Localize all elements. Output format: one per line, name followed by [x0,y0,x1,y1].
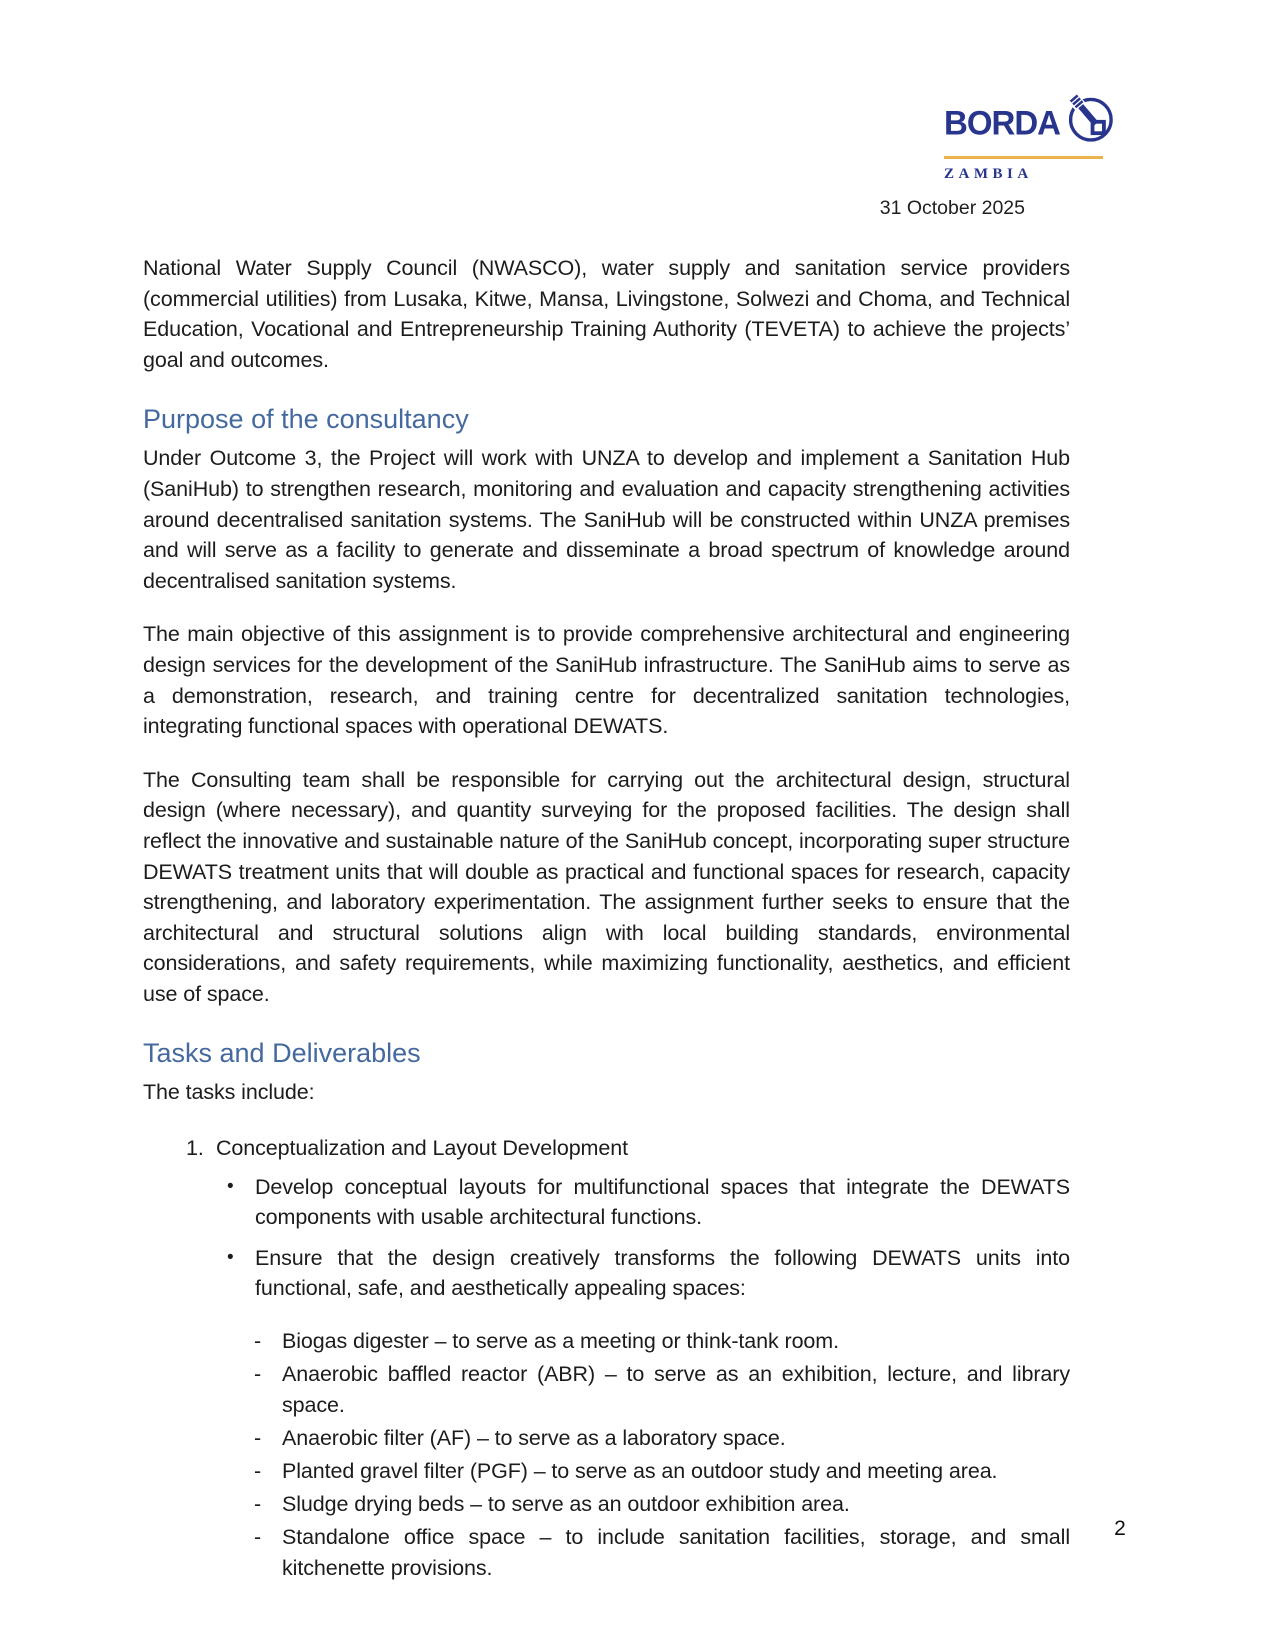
bullet-text: Develop conceptual layouts for multifunctional spaces that integrate the DEWATS components with usable architectural functions. [255,1174,1070,1230]
bullet-item [143,1172,1070,1233]
dash-marker: - [254,1362,262,1387]
list-item [143,1359,1070,1420]
dash-marker: - [254,1492,262,1516]
list-item [143,1326,1070,1357]
logo-row [944,96,1120,148]
borda-fist-icon [1063,91,1117,145]
bullet-text: Ensure that the design creatively transforms the following DEWATS units into functional, safe, and aesthetically appealing spaces: [255,1245,1070,1301]
dash-marker: - [254,1425,262,1450]
list-item [143,1489,1070,1520]
logo-region-text: ZAMBIA [944,166,1033,182]
numbered-item-1 [143,1133,1070,1164]
dewats-units-list [143,1326,1070,1583]
dash-item-text: Sludge drying beds – to serve as an outdoor exhibition area. [282,1492,850,1516]
borda-logo-text: BORDA [944,102,1060,142]
bullet-marker: • [227,1246,234,1268]
purpose-paragraph-1: Under Outcome 3, the Project will work with UNZA to develop and implement a Sanitation Hub (SaniHub) to strengthen research, monitoring and evaluation and capacity strengthening activities around decentralised sanitation systems. The SaniHub will be constructed within UNZA premises and will serve as a facility to generate and disseminate a broad spectrum of knowledge around decentralised sanitation systems. [143,446,1070,593]
page-number: 2 [1114,1517,1126,1540]
list-item [143,1423,1070,1454]
dash-marker: - [254,1458,262,1483]
dash-marker: - [254,1329,262,1354]
bullet-item [143,1243,1070,1304]
heading-purpose-of-consultancy: Purpose of the consultancy [143,404,469,435]
purpose-paragraph-2: The main objective of this assignment is to provide comprehensive architectural and engineering design services for the development of the SaniHub infrastructure. The SaniHub aims to serve as a demonstration, research, and training centre for decentralized sanitation technologies, integrating functional spaces with operational DEWATS. [143,622,1070,739]
heading-tasks-and-deliverables: Tasks and Deliverables [143,1038,421,1069]
document-body [143,253,1070,1586]
borda-logo [944,96,1120,183]
dash-item-text: Anaerobic filter (AF) – to serve as a laboratory space. [282,1425,786,1450]
purpose-paragraph-3: The Consulting team shall be responsible for carrying out the architectural design, structural design (where necessary), and quantity surveying for the proposed facilities. The design shall reflect the innovative and sustainable nature of the SaniHub concept, incorporating super structure DEWATS treatment units that will double as practical and functional spaces for research, capacity strengthening, and laboratory experimentation. The assignment further seeks to ensure that the architectural and structural solutions align with local building standards, environmental considerations, and safety requirements, while maximizing functionality, aesthetics, and efficient use of space. [143,767,1070,1006]
dash-item-text: Anaerobic baffled reactor (ABR) – to serve as an exhibition, lecture, and library space. [282,1362,1070,1417]
numbered-item-1-title: Conceptualization and Layout Development [216,1136,628,1161]
document-date: 31 October 2025 [879,197,1025,219]
list-item [143,1522,1070,1583]
list-item [143,1456,1070,1487]
bullet-marker: • [227,1175,234,1197]
numbered-item-1-number: 1. [186,1136,204,1161]
dash-item-text: Standalone office space – to include sanitation facilities, storage, and small kitchenette provisions. [282,1525,1070,1580]
dash-item-text: Biogas digester – to serve as a meeting or think-tank room. [282,1329,839,1354]
logo-underline [944,156,1103,159]
dash-marker: - [254,1525,262,1550]
tasks-intro: The tasks include: [143,1080,315,1105]
dash-item-text: Planted gravel filter (PGF) – to serve as an outdoor study and meeting area. [282,1458,998,1483]
intro-paragraph: National Water Supply Council (NWASCO), water supply and sanitation service providers (commercial utilities) from Lusaka, Kitwe, Mansa, Livingstone, Solwezi and Choma, and Technical Education, Vocational and Entrepreneurship Training Authority (TEVETA) to achieve the projects’ goal and outcomes. [143,256,1070,372]
